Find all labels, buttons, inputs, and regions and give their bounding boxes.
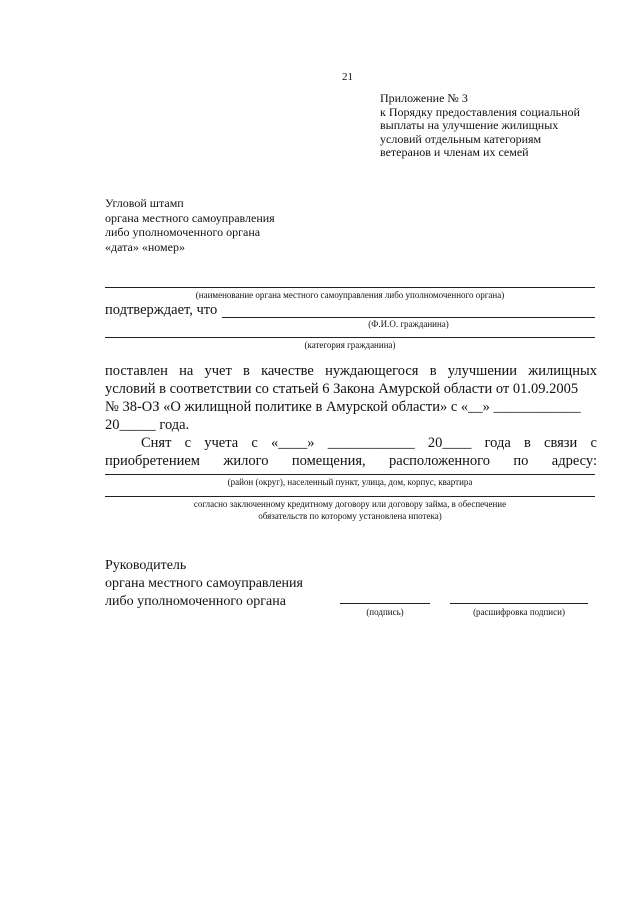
appendix-line: ветеранов и членам их семей [380,145,529,159]
body-word: учета [204,435,239,451]
signature-decode-caption: (расшифровка подписи) [473,607,565,617]
category-caption: (категория гражданина) [304,340,396,350]
body-line-4: 20_____ года. [105,417,190,433]
body-word: в [523,435,531,451]
credit-caption-1: согласно заключенному кредитному договору или договору займа, в обеспечение [193,499,507,509]
fio-caption: (Ф.И.О. гражданина) [368,319,449,329]
credit-line [105,496,595,497]
head-signature-block [105,557,365,611]
body-word: помещения, [291,453,366,469]
stamp-line: органа местного самоуправления [105,210,275,225]
body-word: в [429,363,437,379]
confirms-label: подтверждает, что [105,302,218,318]
body-line-2: условий в соответствии со статьей 6 Закона Амурской области от 01.09.2005 [105,381,579,397]
head-line: органа местного самоуправления [105,576,303,591]
body-line-6 [105,453,597,470]
head-line: либо уполномоченного органа [105,594,286,609]
body-word: с [184,435,192,451]
body-word: с [590,435,597,451]
appendix-line: условий отдельным категориям [380,131,542,146]
credit-caption-2: обязательств по которому установлена ипотека) [258,511,442,521]
body-word: качестве [261,363,314,379]
head-line: Руководитель [105,558,187,573]
body-word: учет [204,363,232,379]
body-word: в [243,363,250,379]
body-word: 20____ [427,435,472,451]
corner-stamp-block [105,196,365,254]
body-word: поставлен [105,363,168,379]
body-word: с [251,435,258,451]
page-number: 21 [342,71,353,83]
stamp-line: «дата» «номер» [105,239,185,254]
fio-line [222,317,595,318]
stamp-line: Угловой штамп [105,196,184,210]
stamp-line: либо уполномоченного органа [105,225,261,239]
signature-decode-line [450,603,588,604]
body-word: нуждающегося [325,363,419,379]
body-word: связи [544,435,578,451]
body-line-1 [105,363,597,380]
appendix-line: выплаты на улучшение жилищных [380,118,559,132]
body-word: приобретением [105,453,200,469]
address-line [105,474,595,475]
body-word: ____________ [327,435,415,451]
body-word: Снят [141,435,172,451]
appendix-line: Приложение № 3 [380,91,468,105]
signature-line [340,603,430,604]
organ-name-line [105,287,595,288]
body-line-3: № 38-ОЗ «О жилищной политике в Амурской области» с «__» ____________ [105,399,581,415]
appendix-header [380,92,620,160]
body-word: по [513,453,529,469]
appendix-line: к Порядку предоставления социальной [380,104,580,119]
body-word: жилищных [528,363,597,379]
category-line [105,337,595,338]
signature-caption: (подпись) [366,607,404,617]
body-word: года [484,435,511,451]
body-word: жилого [223,453,269,469]
body-word: на [179,363,194,379]
address-caption: (район (округ), населенный пункт, улица, дом, корпус, квартира [227,477,473,487]
body-word: «____» [271,435,315,451]
body-word: адресу: [551,453,597,469]
body-line-5 [141,435,597,452]
organ-name-caption: (наименование органа местного самоуправления либо уполномоченного органа) [195,290,505,300]
body-word: расположенного [389,453,490,469]
body-word: улучшении [447,363,518,379]
